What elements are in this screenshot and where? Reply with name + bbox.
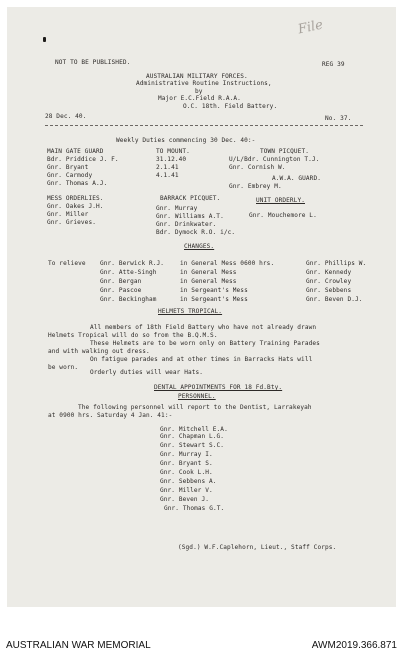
changes-where: in General Mess <box>180 269 237 276</box>
helmets-line: be worn. <box>48 364 79 371</box>
changes-where: in General Mess <box>180 278 237 285</box>
barrack-picquet-row: Gnr. Murray <box>156 205 198 212</box>
barrack-picquet-title: BARRACK PICQUET. <box>160 195 221 202</box>
helmets-line: and with walking out dress. <box>48 348 150 355</box>
dental-personnel: Gnr. Cook L.H. <box>160 469 213 476</box>
dental-subheading: PERSONNEL. <box>178 393 216 400</box>
changes-from: Gnr. Pascoe <box>100 287 142 294</box>
mess-orderlies-row: Gnr. Oakes J.H. <box>47 203 104 210</box>
changes-to: Gnr. Crowley <box>306 278 352 285</box>
awa-guard-row: Gnr. Embrey M. <box>229 183 282 190</box>
changes-to: Gnr. Beven D.J. <box>306 296 363 303</box>
helmets-line: Helmets Tropical will do so from the B.Q.M.S. <box>48 332 218 339</box>
dental-heading: DENTAL APPOINTMENTS FOR 18 Fd.Bty. <box>154 384 283 391</box>
changes-from: Gnr. Atte-Singh <box>100 269 157 276</box>
header-divider <box>45 125 363 126</box>
punch-hole-mark <box>43 37 46 42</box>
changes-from: Gnr. Bergan <box>100 278 142 285</box>
author-line: Major E.C.Field R.A.A. <box>158 95 241 102</box>
footer-accession-number: AWM2019.366.871 <box>311 640 397 651</box>
signature-line: (Sgd.) W.F.Caplehorn, Lieut., Staff Corps. <box>178 544 337 551</box>
main-gate-guard-title: MAIN GATE GUARD <box>47 148 104 155</box>
duties-heading: Weekly Duties commencing 30 Dec. 40:- <box>116 137 256 144</box>
barrack-picquet-row: Gnr. Williams A.T. <box>156 213 224 220</box>
helmets-line: These Helmets are to be worn only on Battery Training Parades <box>90 340 320 347</box>
ref-number: REG 39 <box>322 61 345 68</box>
town-picquet-title: TOWN PICQUET. <box>260 148 309 155</box>
changes-intro: To relieve <box>48 260 86 267</box>
helmets-line: Orderly duties will wear Hats. <box>90 369 204 376</box>
force-title: AUSTRALIAN MILITARY FORCES. <box>146 73 248 80</box>
main-gate-guard-row: Bdr. Priddice J. F. <box>47 156 119 163</box>
changes-to: Gnr. Sebbens <box>306 287 352 294</box>
town-picquet-row: U/L/Bdr. Cunnington T.J. <box>229 156 320 163</box>
to-mount-date: 4.1.41 <box>156 172 179 179</box>
document-number: No. 37. <box>325 115 352 122</box>
helmets-heading: HELMETS TROPICAL. <box>158 308 223 315</box>
changes-heading: CHANGES. <box>184 243 215 250</box>
helmets-line: All members of 18th Field Battery who have not already drawn <box>90 324 317 331</box>
barrack-picquet-row: Bdr. Dymock R.O. i/c. <box>156 229 236 236</box>
changes-from: Gnr. Berwick R.J. <box>100 260 165 267</box>
unit-orderly-title: UNIT ORDERLY. <box>256 197 305 204</box>
town-picquet-row: Gnr. Cornish W. <box>229 164 286 171</box>
dental-personnel: Gnr. Sebbens A. <box>160 478 217 485</box>
changes-to: Gnr. Phillips W. <box>306 260 367 267</box>
unit-orderly-row: Gnr. Mouchemore L. <box>249 212 317 219</box>
footer-bar <box>0 607 403 653</box>
changes-where: in Sergeant's Mess <box>180 287 248 294</box>
not-published-label: NOT TO BE PUBLISHED. <box>55 59 131 66</box>
awa-guard-title: A.W.A. GUARD. <box>272 175 321 182</box>
to-mount-date: 2.1.41 <box>156 164 179 171</box>
changes-where: in General Mess 0600 hrs. <box>180 260 275 267</box>
document-date: 28 Dec. 40. <box>45 113 87 120</box>
helmets-line: On fatigue parades and at other times in Barracks Hats will <box>90 356 313 363</box>
main-gate-guard-row: Gnr. Carmody <box>47 172 93 179</box>
main-gate-guard-row: Gnr. Bryant <box>47 164 89 171</box>
dental-personnel: Gnr. Beven J. <box>160 496 209 503</box>
changes-to: Gnr. Kennedy <box>306 269 352 276</box>
dental-personnel: Gnr. Miller V. <box>160 487 213 494</box>
dental-personnel: Gnr. Mitchell E.A. <box>160 426 228 433</box>
to-mount-title: TO MOUNT. <box>156 148 190 155</box>
dental-personnel: Gnr. Chapman L.G. <box>160 433 225 440</box>
handwritten-annotation: File <box>296 17 325 38</box>
to-mount-date: 31.12.40 <box>156 156 187 163</box>
mess-orderlies-row: Gnr. Grieves. <box>47 219 96 226</box>
dental-personnel: Gnr. Murray I. <box>160 451 213 458</box>
dental-personnel: Gnr. Stewart S.C. <box>160 442 225 449</box>
mess-orderlies-row: Gnr. Miller <box>47 211 89 218</box>
dental-personnel: Gnr. Thomas G.T. <box>164 505 225 512</box>
changes-where: in Sergeant's Mess <box>180 296 248 303</box>
main-gate-guard-row: Gnr. Thomas A.J. <box>47 180 108 187</box>
dental-line: at 0900 hrs. Saturday 4 Jan. 41:- <box>48 412 173 419</box>
document-subtitle: Administrative Routine Instructions, <box>136 80 272 87</box>
mess-orderlies-title: MESS ORDERLIES. <box>47 195 104 202</box>
footer-institution: AUSTRALIAN WAR MEMORIAL <box>6 640 151 651</box>
by-label: by <box>195 88 203 95</box>
barrack-picquet-row: Gnr. Drinkwater. <box>156 221 217 228</box>
dental-personnel: Gnr. Bryant S. <box>160 460 213 467</box>
dental-line: The following personnel will report to the Dentist, Larrakeyah <box>78 404 312 411</box>
changes-from: Gnr. Beckingham <box>100 296 157 303</box>
unit-line: O.C. 18th. Field Battery. <box>183 103 278 110</box>
